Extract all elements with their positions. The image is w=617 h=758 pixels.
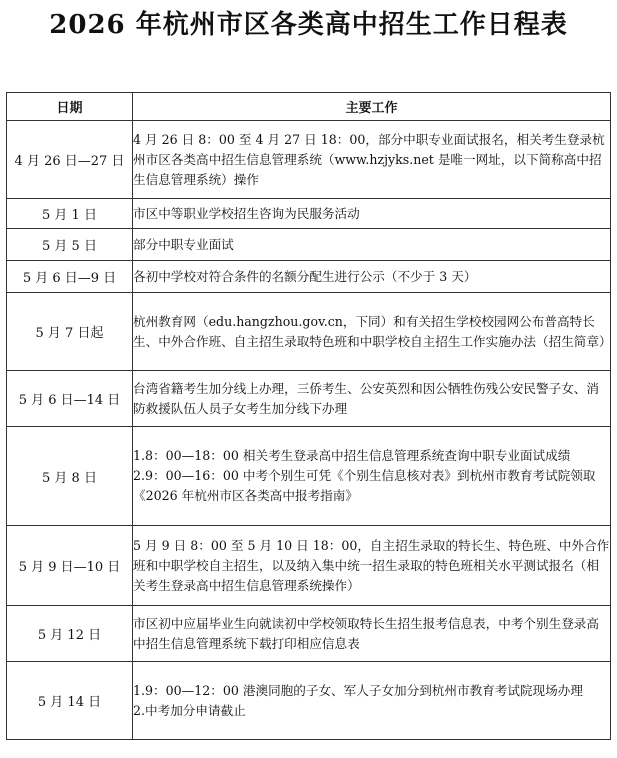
table-row [7, 427, 611, 526]
work-line: 4 月 26 日 8：00 至 4 月 27 日 18：00，部分中职专业面试报名，相关考生登录杭州市区各类高中招生信息管理系统（www.hzjyks.net 是唯一网址，以下简称高中招生信息管理系统）操作 [133, 131, 605, 187]
work-cell [133, 427, 611, 526]
table-row [7, 662, 611, 740]
work-cell [133, 121, 611, 199]
work-line: 1.8：00—18：00 相关考生登录高中招生信息管理系统查询中职专业面试成绩 [133, 448, 571, 463]
date-cell: 5 月 14 日 [7, 662, 133, 740]
table-row [7, 371, 611, 427]
table-row [7, 121, 611, 199]
table-row [7, 261, 611, 293]
work-line: 2.9：00—16：00 中考个别生可凭《个别生信息核对表》到杭州市教育考试院领取《2026 年杭州市区各类高中报考指南》 [133, 468, 596, 503]
work-line: 5 月 9 日 8：00 至 5 月 10 日 18：00，自主招生录取的特长生、特色班、中外合作班和中职学校自主招生，以及纳入集中统一招生录取的特色班相关水平测试报名（相关考生登录高中招生信息管理系统操作） [133, 537, 610, 593]
work-cell [133, 606, 611, 662]
table-row [7, 606, 611, 662]
date-cell: 5 月 6 日—9 日 [7, 261, 133, 293]
work-cell [133, 261, 611, 293]
work-cell [133, 371, 611, 427]
date-cell: 5 月 9 日—10 日 [7, 526, 133, 606]
work-cell [133, 662, 611, 740]
table-row [7, 229, 611, 261]
date-cell: 5 月 7 日起 [7, 293, 133, 371]
work-line: 1.9：00—12：00 港澳同胞的子女、军人子女加分到杭州市教育考试院现场办理 [133, 682, 583, 698]
work-cell [133, 526, 611, 606]
table-row [7, 293, 611, 371]
work-line: 杭州教育网（edu.hangzhou.gov.cn，下同）和有关招生学校校园网公布普高特长生、中外合作班、自主招生录取特色班和中职学校自主招生工作实施办法（招生简章） [133, 313, 612, 349]
table-row [7, 526, 611, 606]
work-line: 2.中考加分申请截止 [133, 702, 246, 718]
date-cell: 5 月 1 日 [7, 199, 133, 229]
work-cell [133, 229, 611, 261]
date-cell: 5 月 8 日 [7, 427, 133, 526]
schedule-table [6, 92, 611, 740]
date-cell: 5 月 5 日 [7, 229, 133, 261]
table-row [7, 199, 611, 229]
column-header-date: 日期 [7, 93, 133, 121]
work-line: 市区中等职业学校招生咨询为民服务活动 [133, 205, 360, 221]
work-line: 部分中职专业面试 [133, 236, 234, 252]
date-cell: 4 月 26 日—27 日 [7, 121, 133, 199]
work-cell [133, 199, 611, 229]
column-header-work: 主要工作 [133, 93, 611, 121]
work-cell [133, 293, 611, 371]
table-header-row [7, 93, 611, 121]
work-line: 市区初中应届毕业生向就读初中学校领取特长生招生报考信息表，中考个别生登录高中招生信息管理系统下载打印相应信息表 [133, 615, 599, 651]
work-line: 各初中学校对符合条件的名额分配生进行公示（不少于 3 天） [133, 268, 477, 284]
date-cell: 5 月 6 日—14 日 [7, 371, 133, 427]
date-cell: 5 月 12 日 [7, 606, 133, 662]
work-line: 台湾省籍考生加分线上办理，三侨考生、公安英烈和因公牺牲伤残公安民警子女、消防救援队伍人员子女考生加分线下办理 [133, 380, 599, 416]
page-title: 2026 年杭州市区各类高中招生工作日程表 [49, 10, 568, 40]
